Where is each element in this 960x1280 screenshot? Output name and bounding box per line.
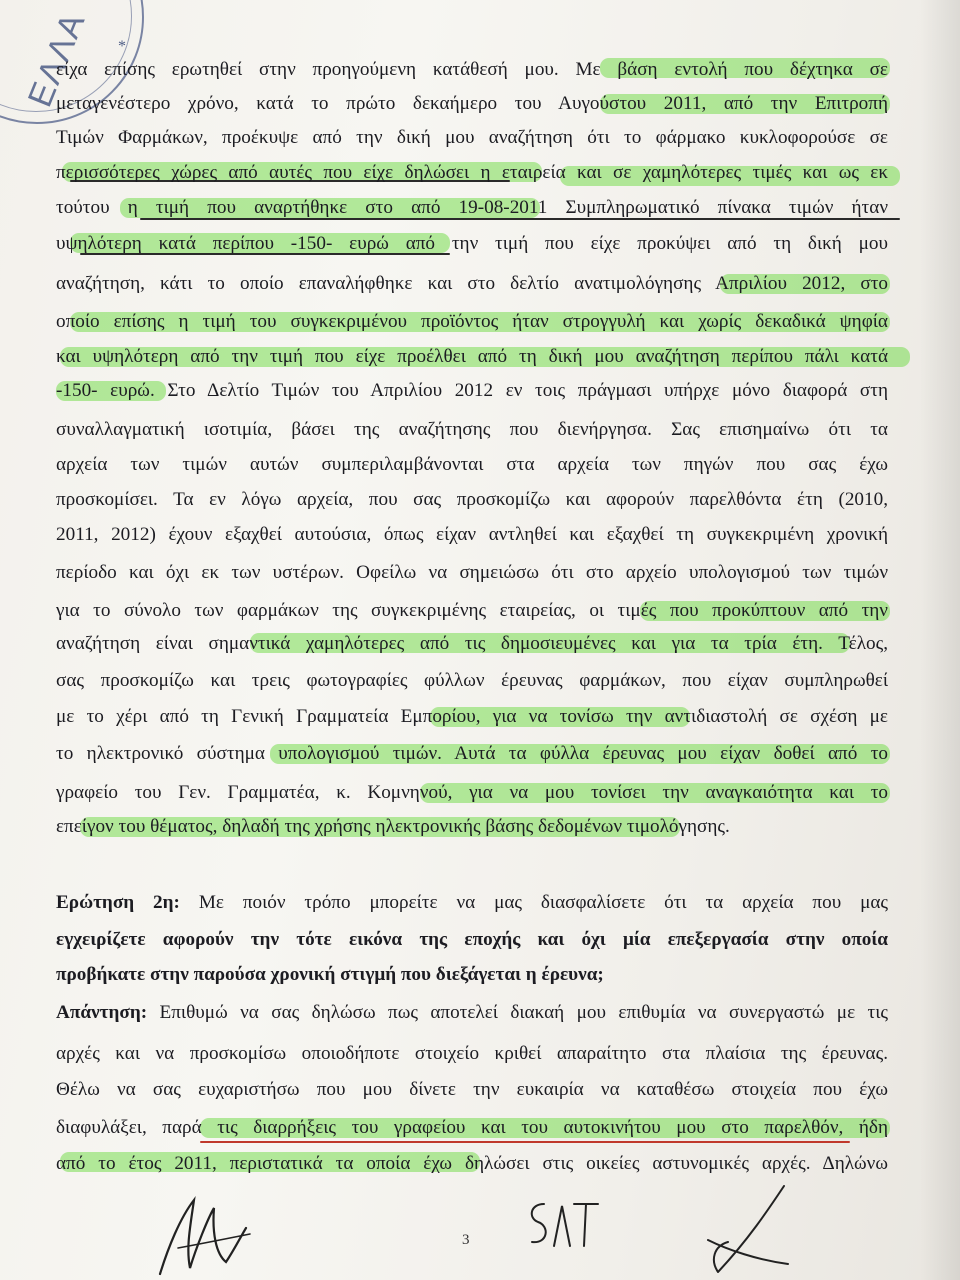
signature-middle [522, 1196, 602, 1252]
answer-text: Επιθυμώ να σας δηλώσω πως αποτελεί διακαή μου επιθυμία να συνεργαστώ με τις [147, 1002, 888, 1023]
question-text: Με ποιόν τρόπο μπορείτε να μας διασφαλίσετε ότι τα αρχεία που μας [179, 892, 889, 913]
text-line: περίοδο και όχι εκ των υστέρων. Οφείλω να σημειώσω ότι στο αρχείο υπολογισμού των τιμών [56, 562, 888, 583]
answer-line: Θέλω να σας ευχαριστήσω που μου δίνετε την ευκαιρία να καταθέσω στοιχεία που έχω [56, 1079, 888, 1100]
stamp-star: * [118, 38, 126, 55]
text-line: αναζήτηση είναι σημαντικά χαμηλότερες από τις δημοσιευμένες και για τα τρία έτη. Τέλος, [56, 633, 888, 654]
text-line: οποίο επίσης η τιμή του συγκεκριμένου προϊόντος ήταν στρογγυλή και χωρίς δεκαδικά ψηφία [56, 311, 888, 332]
text-line: τούτου η τιμή που αναρτήθηκε στο από 19-08-2011 Συμπληρωματικό πίνακα τιμών ήταν [56, 197, 888, 218]
text-line: σας προσκομίζω και τρεις φωτογραφίες φύλλων έρευνας φαρμάκων, που είχαν συμπληρωθεί [56, 670, 888, 691]
text-line: με το χέρι από τη Γενική Γραμματεία Εμπορίου, για να τονίσω την αντιδιαστολή σε σχέση με [56, 706, 888, 727]
signature-left [150, 1188, 260, 1280]
text-line: προσκομίσει. Τα εν λόγω αρχεία, που σας προσκομίζω και αφορούν παρελθόντα έτη (2010, [56, 489, 888, 510]
text-line: υψηλότερη κατά περίπου -150- ευρώ από την τιμή που είχε προκύψει από τη δική μου [56, 233, 888, 254]
question-label: Ερώτηση 2η: [56, 892, 180, 913]
stamp-lettering: ΕΛΛΑ [20, 6, 94, 113]
text-line: επείγον του θέματος, δηλαδή της χρήσης ηλεκτρονικής βάσης δεδομένων τιμολόγησης. [56, 816, 730, 837]
text-line: 2011, 2012) έχουν εξαχθεί αυτούσια, όπως είχαν αντληθεί και εξαχθεί τη συγκεκριμένη χρονική [56, 524, 888, 545]
text-line: αναζήτηση, κάτι το οποίο επαναλήφθηκε και στο δελτίο ανατιμολόγησης Απριλίου 2012, στο [56, 273, 888, 294]
question-first-line [56, 886, 888, 920]
answer-line: από το έτος 2011, περιστατικά τα οποία έχω δηλώσει στις οικείες αστυνομικές αρχές. Δηλώνω [56, 1153, 888, 1174]
page-number: 3 [462, 1232, 470, 1248]
text-line: περισσότερες χώρες από αυτές που είχε δηλώσει η εταιρεία και σε χαμηλότερες τιμές και ως εκ [56, 162, 888, 183]
text-line: το ηλεκτρονικό σύστημα υπολογισμού τιμών. Αυτά τα φύλλα έρευνας μου είχαν δοθεί από το [56, 743, 888, 764]
signature-right [688, 1180, 798, 1280]
text-line: μεταγενέστερο χρόνο, κατά το πρώτο δεκαήμερο του Αυγούστου 2011, από την Επιτροπή [56, 93, 888, 114]
answer-label: Απάντηση: [56, 1002, 148, 1023]
text-line: είχα επίσης ερωτηθεί στην προηγούμενη κατάθεσή μου. Με βάση εντολή που δέχτηκα σε [56, 59, 888, 80]
text-line: γραφείο του Γεν. Γραμματέα, κ. Κομνηνού, για να μου τονίσει την αναγκαιότητα και το [56, 782, 888, 803]
question-line: προβήκατε στην παρούσα χρονική στιγμή που διεξάγεται η έρευνα; [56, 964, 604, 985]
text-line: συναλλαγματική ισοτιμία, βάσει της αναζήτησης που διενήργησα. Σας επισημαίνω ότι τα [56, 419, 888, 440]
text-line: Τιμών Φαρμάκων, προέκυψε από την δική μου αναζήτηση ότι το φάρμακο κυκλοφορούσε σε [56, 127, 888, 148]
text-line: -150- ευρώ. Στο Δελτίο Τιμών του Απριλίου 2012 εν τοις πράγμασι υπήρχε μόνο διαφορά στη [56, 380, 888, 401]
answer-first-line [56, 996, 888, 1030]
question-line: εγχειρίζετε αφορούν την τότε εικόνα της εποχής και όχι μία επεξεργασία στην οποία [56, 929, 888, 950]
text-line: για το σύνολο των φαρμάκων της συγκεκριμένης εταιρείας, οι τιμές που προκύπτουν από την [56, 600, 888, 621]
answer-line: αρχές και να προσκομίσω οποιοδήποτε στοιχείο κριθεί απαραίτητο στα πλαίσια της έρευνας. [56, 1043, 888, 1064]
answer-line: διαφυλάξει, παρά τις διαρρήξεις του γραφείου και του αυτοκινήτου μου στο παρελθόν, ήδη [56, 1117, 888, 1138]
text-line: και υψηλότερη από την τιμή που είχε προέλθει από τη δική μου αναζήτηση περίπου πάλι κατά [56, 346, 888, 367]
text-line: αρχεία των τιμών αυτών συμπεριλαμβάνονται στα αρχεία των πηγών που σας έχω [56, 454, 888, 475]
